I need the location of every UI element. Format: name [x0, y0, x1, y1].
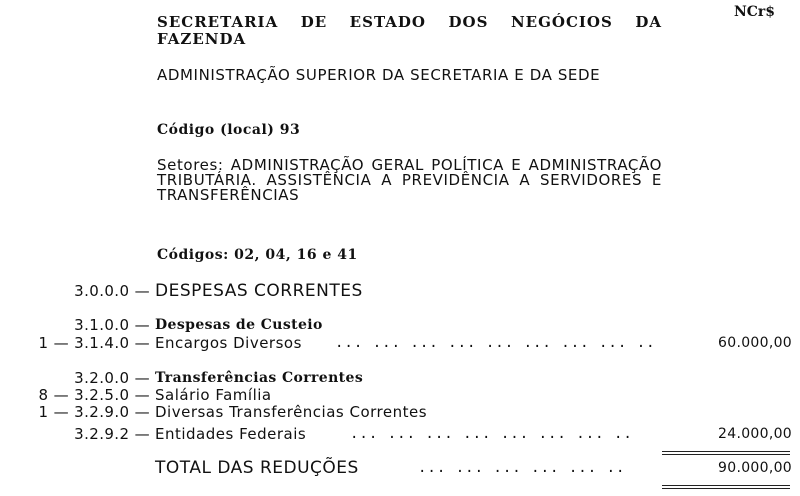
row-code: 3.2.9.2 — [74, 425, 150, 443]
total-value: 90.000,00 [718, 460, 792, 476]
row-label: Entidades Federais [155, 425, 307, 443]
table-row [0, 425, 800, 443]
table-row [0, 386, 800, 404]
row-value: 60.000,00 [718, 335, 792, 351]
row-label: Diversas Transferências Correntes [155, 403, 428, 421]
subtotal-rule-2 [662, 454, 790, 455]
row-code: 1 — 3.2.9.0 — [38, 403, 150, 421]
row-label: Transferências Correntes [155, 370, 364, 386]
document-title: SECRETARIA DE ESTADO DOS NEGÓCIOS DA FAZENDA [157, 13, 662, 48]
leader-dots: ... ... ... ... ... ... ... .. [350, 426, 633, 442]
table-row [0, 282, 800, 300]
row-code: 3.1.0.0 — [74, 316, 150, 334]
row-code: 1 — 3.1.4.0 — [38, 334, 150, 352]
table-row [0, 334, 800, 352]
row-value: 24.000,00 [718, 426, 792, 442]
sectors-text: Setores: ADMINISTRAÇÃO GERAL POLÍTICA E ADMINISTRAÇÃO TRIBUTÁRIA. ASSISTÊNCIA A PREVIDÊNCIA A SERVIDORES E TRANSFERÊNCIAS [157, 156, 662, 204]
subtotal-rule [662, 451, 790, 452]
table-row [0, 403, 800, 421]
total-rule [662, 485, 790, 486]
row-code: 8 — 3.2.5.0 — [38, 386, 150, 404]
table-row [0, 316, 800, 334]
total-label: TOTAL DAS REDUÇÕES [155, 458, 359, 478]
leader-dots: ... ... ... ... ... .. [418, 460, 626, 476]
table-row [0, 369, 800, 387]
currency-unit: NCr$ [733, 4, 775, 20]
local-code: Código (local) 93 [157, 122, 301, 138]
sector-codes: Códigos: 02, 04, 16 e 41 [157, 247, 358, 263]
row-code: 3.2.0.0 — [74, 369, 150, 387]
total-rule-2 [662, 488, 790, 489]
row-label: Salário Família [155, 386, 272, 404]
document-subtitle: ADMINISTRAÇÃO SUPERIOR DA SECRETARIA E DA SEDE [157, 66, 601, 84]
row-code: 3.0.0.0 — [74, 282, 150, 300]
row-label: Encargos Diversos [155, 334, 302, 352]
total-row [0, 459, 800, 477]
row-label: Despesas de Custeio [155, 317, 323, 333]
row-label: DESPESAS CORRENTES [155, 281, 363, 301]
leader-dots: ... ... ... ... ... ... ... ... .. [335, 335, 656, 351]
